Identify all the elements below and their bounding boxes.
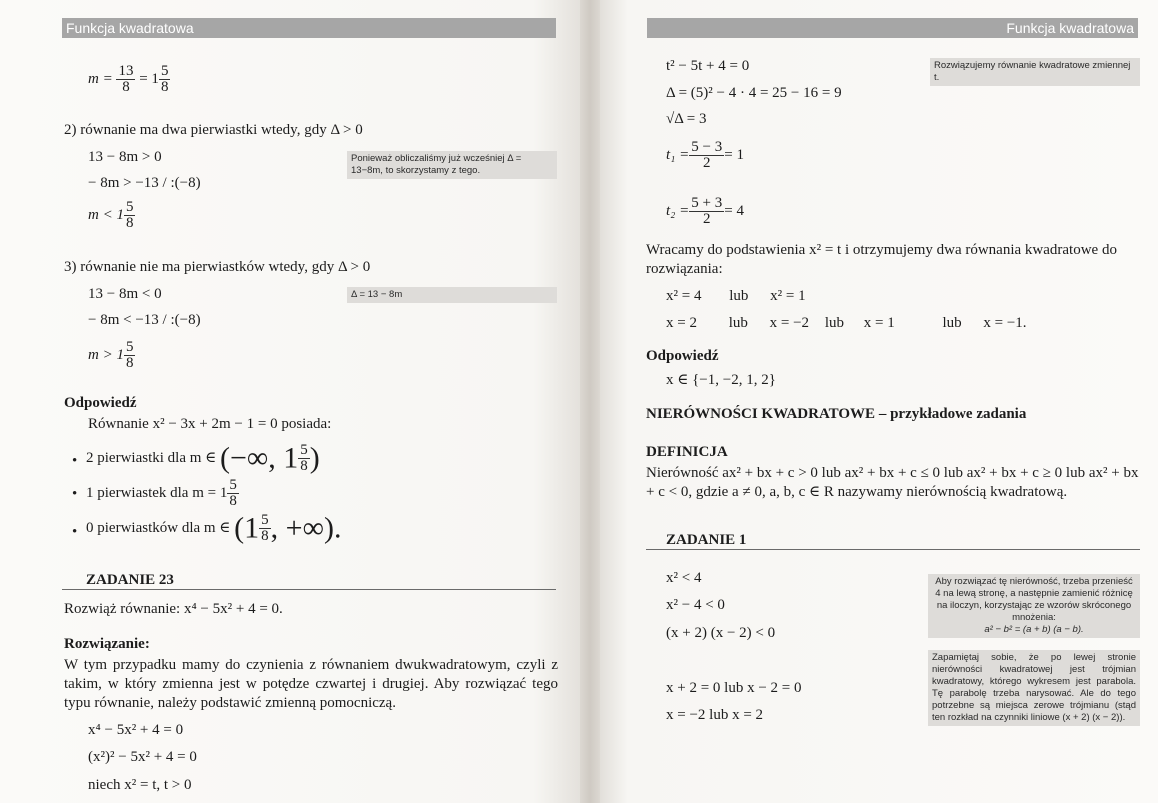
fraction: $\frac{5}{8}$ xyxy=(229,477,237,509)
solution-line: (x²)² − 5x² + 4 = 0 xyxy=(88,749,197,765)
task-heading: ZADANIE 23 xyxy=(86,572,174,588)
page-header: Funkcja kwadratowa xyxy=(647,18,1138,38)
equation-line: Δ = (5)² − 4 · 4 = 25 − 16 = 9 xyxy=(666,85,842,101)
answer: x ∈ {−1, −2, 1, 2} xyxy=(666,372,776,388)
definition-heading: DEFINICJA xyxy=(646,444,728,460)
bullet-dot: • xyxy=(72,486,78,502)
side-note: Aby rozwiązać tę nierówność, trzeba przenieść 4 na lewą stronę, a następnie zamienić różnicę na iloczyn, korzystając ze wzorów skróconego mnożenia: a² − b² = (a + b) (a − b). xyxy=(928,574,1140,638)
side-note: Ponieważ obliczaliśmy już wcześniej Δ = 13−8m, to skorzystamy z tego. xyxy=(347,151,557,179)
section-title: NIERÓWNOŚCI KWADRATOWE – przykładowe zadania xyxy=(646,406,1027,422)
root-t2: t₂ = $\frac{5 + 3}{2}$ = 4 xyxy=(666,195,744,227)
task-line: (x + 2) (x − 2) < 0 xyxy=(666,625,776,641)
fraction: $\frac{5 - 3}{2}$ xyxy=(691,139,723,171)
equation-line: t² − 5t + 4 = 0 xyxy=(666,58,750,74)
case-2-result: m < 1 $\frac{5}{8}$ xyxy=(88,199,134,231)
fraction: $\frac{5}{8}$ xyxy=(261,512,269,544)
bullet-dot: • xyxy=(72,524,78,540)
task-line: x = −2 lub x = 2 xyxy=(666,707,764,723)
solution-heading: Rozwiązanie: xyxy=(64,636,150,652)
task-heading: ZADANIE 1 xyxy=(666,532,747,548)
eq-lhs: m = xyxy=(88,70,113,87)
case-2-heading: 2) równanie ma dwa pierwiastki wtedy, gdy Δ > 0 xyxy=(64,122,363,138)
fraction: $\frac{5 + 3}{2}$ xyxy=(691,195,723,227)
task-line: x² − 4 < 0 xyxy=(666,597,725,613)
fraction: $\frac{5}{8}$ xyxy=(160,63,169,95)
case-2-line: − 8m > −13 / :(−8) xyxy=(88,175,201,191)
equation-m-result: m = $\frac{13}{8}$ = 1 $\frac{5}{8}$ xyxy=(88,63,169,95)
solution-text: W tym przypadku mamy do czynienia z równaniem dwukwadratowym, czyli z takim, w który zmienna jest w potędze czwartej i drugiej. Aby rozwiązać tego typu równanie, należy podstawić zmienną pomocniczą. xyxy=(64,657,558,711)
case-2-line: 13 − 8m > 0 xyxy=(88,149,162,165)
solution-line: x⁴ − 5x² + 4 = 0 xyxy=(88,722,184,738)
fraction: $\frac{5}{8}$ xyxy=(125,199,134,231)
case-3-line: − 8m < −13 / :(−8) xyxy=(88,312,201,328)
equation-line: √Δ = 3 xyxy=(666,111,707,127)
case-3-line: 13 − 8m < 0 xyxy=(88,286,162,302)
side-note: Δ = 13 − 8m xyxy=(347,287,557,303)
page-header: Funkcja kwadratowa xyxy=(62,18,556,38)
fraction: $\frac{5}{8}$ xyxy=(125,339,134,371)
side-note: Zapamiętaj sobie, że po lewej stronie nierówności kwadratowej jest trójmian kwadratowy, którego wykresem jest parabola. Tę parabolę trzeba narysować. Ale do tego potrzebne są miejsca zerowe trójmianu (stąd ten rozkład na czynniki liniowe (x + 2) (x − 2)). xyxy=(928,650,1140,726)
side-note: Rozwiązujemy równanie kwadratowe zmiennej t. xyxy=(930,58,1140,86)
divider xyxy=(62,589,556,590)
root-t1: t₁ = $\frac{5 - 3}{2}$ = 1 xyxy=(666,139,744,171)
definition-text: Nierówność ax² + bx + c > 0 lub ax² + bx + c ≤ 0 lub ax² + bx + c ≥ 0 lub ax² + bx + c < 0, gdzie a ≠ 0, a, b, c ∈ R nazywamy nierównością kwadratową. xyxy=(646,465,1139,500)
right-page xyxy=(600,0,1158,803)
row-1: x² = 4 lub x² = 1 xyxy=(666,288,806,304)
row-2: x = 2 lub x = −2 lub x = 1 lub x = −1. xyxy=(666,315,1027,331)
book-gutter xyxy=(580,0,600,803)
solution-line: niech x² = t, t > 0 xyxy=(88,777,192,793)
case-3-heading: 3) równanie nie ma pierwiastków wtedy, gdy Δ > 0 xyxy=(64,259,371,275)
answer-bullet: 0 pierwiastków dla m ∈ (1 $\frac{5}{8}$ , +∞). xyxy=(86,511,342,545)
task-line: x² < 4 xyxy=(666,570,702,586)
fraction: $\frac{5}{8}$ xyxy=(300,442,308,474)
task-text: Rozwiąż równanie: x⁴ − 5x² + 4 = 0. xyxy=(64,601,283,617)
answer-bullet: 2 pierwiastki dla m ∈ (−∞, 1 $\frac{5}{8}$ ) xyxy=(86,441,320,475)
return-text: Wracamy do podstawienia x² = t i otrzymujemy dwa równania kwadratowe do rozwiązania: xyxy=(646,242,1117,277)
answer-bullet: 1 pierwiastek dla m = 1 $\frac{5}{8}$ xyxy=(86,477,237,509)
answer-heading: Odpowiedź xyxy=(646,348,719,364)
bullet-dot: • xyxy=(72,453,78,469)
answer-heading: Odpowiedź xyxy=(64,395,137,411)
case-3-result: m > 1 $\frac{5}{8}$ xyxy=(88,339,134,371)
task-line: x + 2 = 0 lub x − 2 = 0 xyxy=(666,680,802,696)
answer-intro: Równanie x² − 3x + 2m − 1 = 0 posiada: xyxy=(88,416,332,432)
divider xyxy=(646,549,1140,550)
fraction: $\frac{13}{8}$ xyxy=(118,63,134,95)
